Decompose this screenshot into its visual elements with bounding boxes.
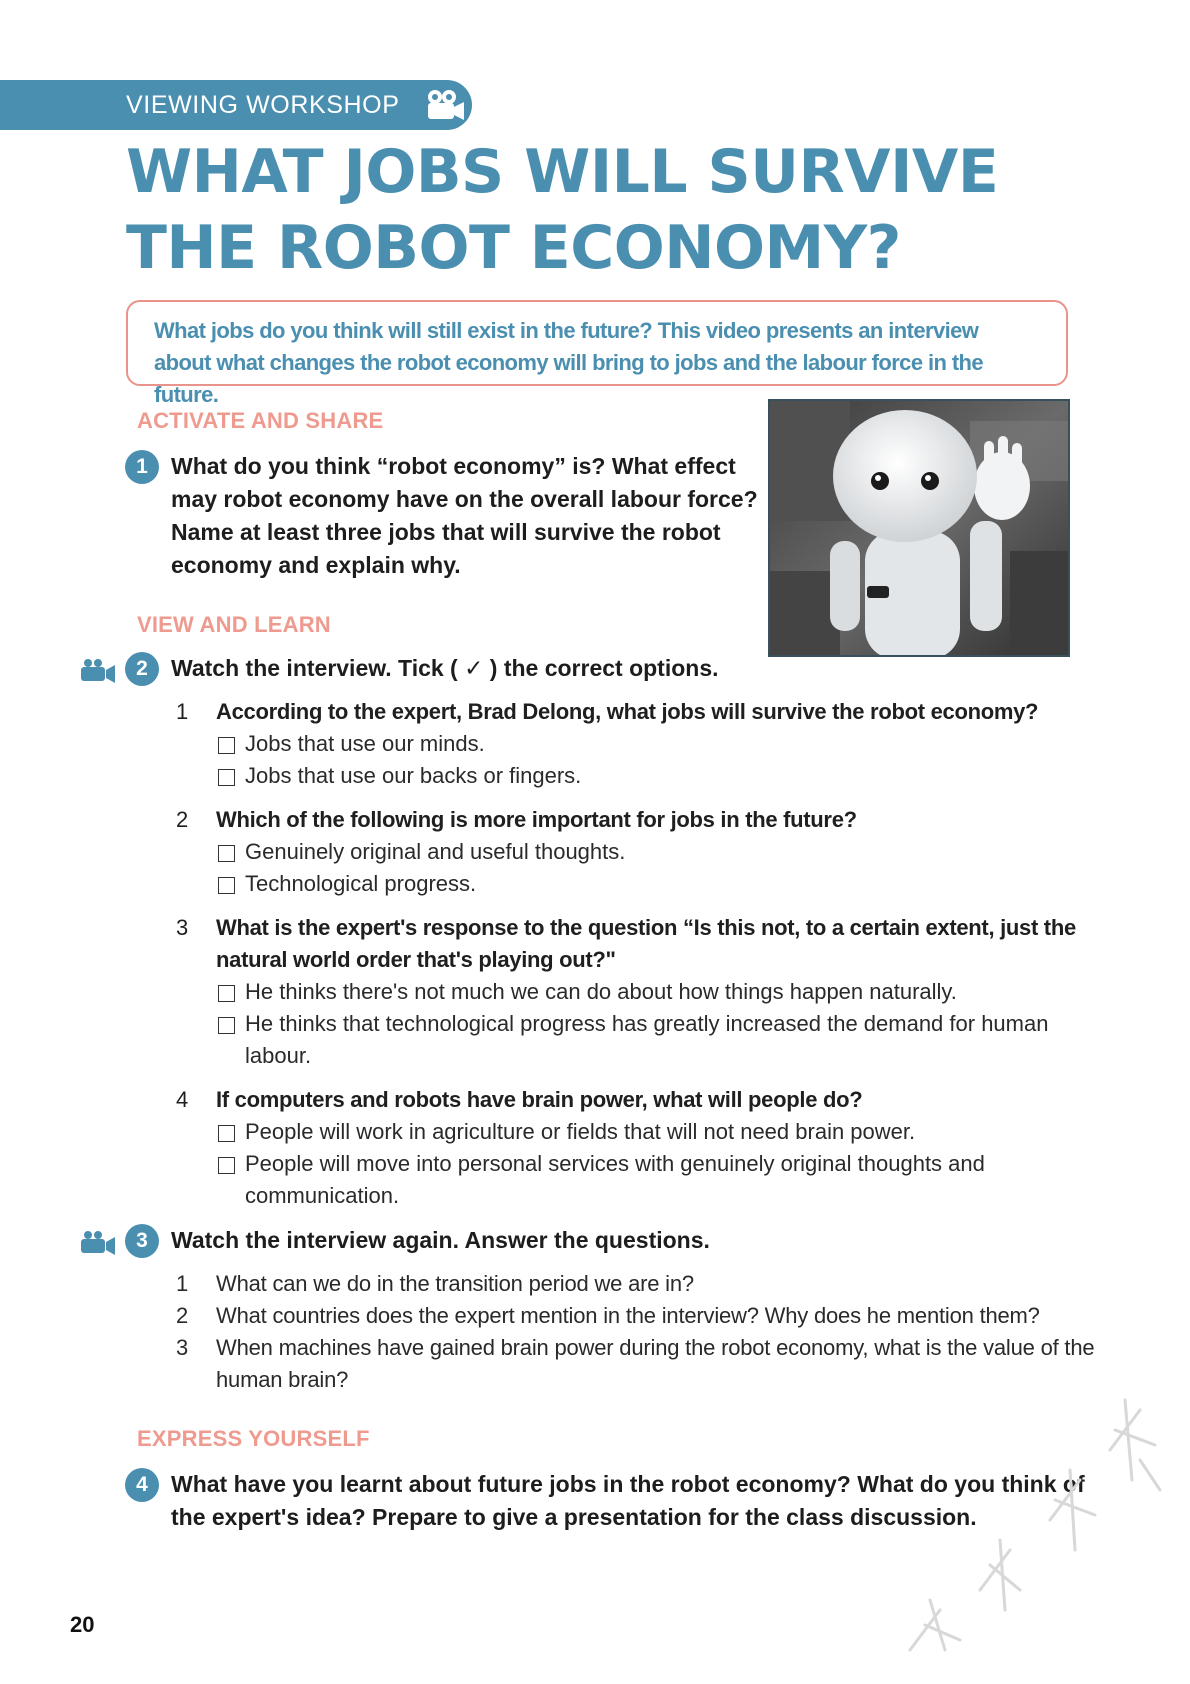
question-text: According to the expert, Brad Delong, what jobs will survive the robot economy?: [216, 699, 1039, 724]
task-2: [125, 652, 1085, 686]
item-number: 2: [176, 1303, 189, 1328]
robot-image: [770, 401, 1070, 657]
option-text: He thinks that technological progress has greatly increased the demand for human labour.: [245, 1011, 1049, 1068]
checkbox[interactable]: [218, 1125, 235, 1142]
watermark: [870, 1350, 1170, 1670]
task-4-text: What have you learnt about future jobs in the robot economy? What do you think of the expert's idea? Prepare to give a presentation for the class discussion.: [171, 1471, 1085, 1530]
list-item: [176, 1300, 1096, 1332]
option-text: People will move into personal services with genuinely original thoughts and communication.: [245, 1151, 985, 1208]
checkbox[interactable]: [218, 845, 235, 862]
task-1-text: What do you think “robot economy” is? What effect may robot economy have on the overall labour force? Name at least three jobs that will survive the robot economy and explain why.: [171, 453, 758, 578]
option-row[interactable]: [216, 728, 1076, 760]
item-number: 1: [176, 1271, 189, 1296]
section-heading-activate: ACTIVATE AND SHARE: [137, 408, 384, 433]
video-camera-icon: [80, 658, 118, 684]
task-1: [125, 450, 765, 582]
option-row[interactable]: [216, 976, 1076, 1008]
question-number: 1: [176, 699, 189, 724]
option-text: People will work in agriculture or fields that will not need brain power.: [245, 1119, 916, 1144]
list-item: [176, 1268, 1096, 1300]
item-number: 3: [176, 1335, 189, 1360]
section-ribbon: [0, 80, 472, 130]
question-text: If computers and robots have brain power, what will people do?: [216, 1087, 863, 1112]
question-item: [176, 804, 1076, 900]
option-row[interactable]: [216, 836, 1076, 868]
film-camera-icon: [424, 88, 466, 122]
item-text: What countries does the expert mention in the interview? Why does he mention them?: [216, 1303, 1040, 1328]
page-title: WHAT JOBS WILL SURVIVE THE ROBOT ECONOMY?: [126, 137, 999, 283]
video-camera-icon: [80, 1230, 118, 1256]
ribbon-label: VIEWING WORKSHOP: [126, 90, 400, 119]
task-3-text: Watch the interview again. Answer the questions.: [171, 1227, 710, 1253]
checkbox[interactable]: [218, 877, 235, 894]
task-3: [125, 1224, 1085, 1258]
question-text: Which of the following is more important for jobs in the future?: [216, 807, 857, 832]
intro-box: [126, 300, 1068, 407]
option-text: Genuinely original and useful thoughts.: [245, 839, 626, 864]
option-row[interactable]: [216, 1116, 1076, 1148]
task-number-badge: 1: [125, 450, 159, 484]
checkbox[interactable]: [218, 1017, 235, 1034]
section-heading-view: VIEW AND LEARN: [137, 612, 331, 637]
robot-photo: [768, 399, 1070, 657]
page-number: 20: [70, 1612, 95, 1637]
task-2-text: Watch the interview. Tick ( ✓ ) the correct options.: [171, 655, 719, 681]
question-number: 2: [176, 807, 189, 832]
task-2-questions: [176, 696, 1076, 1212]
option-text: Jobs that use our backs or fingers.: [245, 763, 582, 788]
task-number-badge: 4: [125, 1468, 159, 1502]
question-item: [176, 912, 1076, 1072]
option-row[interactable]: [216, 760, 1076, 792]
checkbox[interactable]: [218, 1157, 235, 1174]
task-number-badge: 3: [125, 1224, 159, 1258]
section-heading-express: EXPRESS YOURSELF: [137, 1426, 370, 1451]
question-item: [176, 696, 1076, 792]
checkbox[interactable]: [218, 985, 235, 1002]
checkbox[interactable]: [218, 769, 235, 786]
item-text: What can we do in the transition period we are in?: [216, 1271, 694, 1296]
item-text: When machines have gained brain power during the robot economy, what is the value of the human brain?: [216, 1335, 1095, 1392]
question-text: What is the expert's response to the question “Is this not, to a certain extent, just the natural world order that's playing out?": [216, 915, 1076, 972]
intro-text: What jobs do you think will still exist in the future? This video presents an interview about what changes the robot economy will bring to jobs and the labour force in the future.: [154, 318, 984, 407]
option-row[interactable]: [216, 1148, 1076, 1212]
question-number: 3: [176, 915, 189, 940]
question-number: 4: [176, 1087, 189, 1112]
option-row[interactable]: [216, 1008, 1076, 1072]
option-row[interactable]: [216, 868, 1076, 900]
task-number-badge: 2: [125, 652, 159, 686]
option-text: Technological progress.: [245, 871, 477, 896]
option-text: Jobs that use our minds.: [245, 731, 485, 756]
option-text: He thinks there's not much we can do about how things happen naturally.: [245, 979, 957, 1004]
checkbox[interactable]: [218, 737, 235, 754]
question-item: [176, 1084, 1076, 1212]
